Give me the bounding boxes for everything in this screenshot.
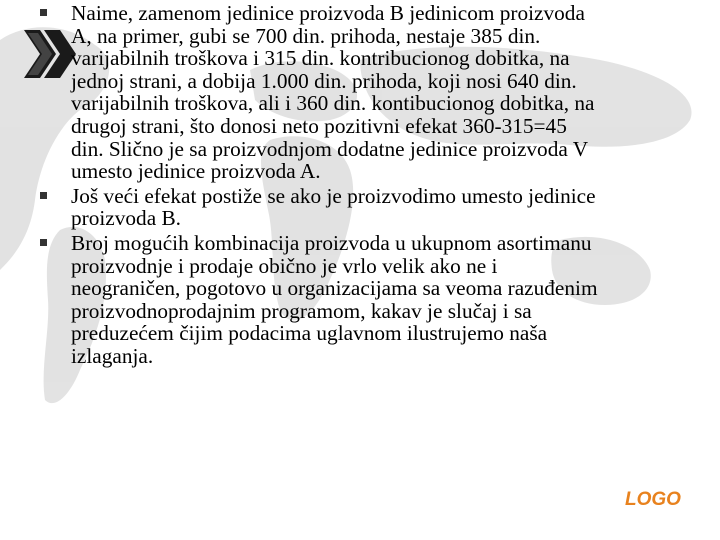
bullet-line: varijabilnih troškova, ali i 360 din. kontibucionog dobitka, na [71,91,595,116]
logo: LOGO [625,489,681,510]
bullet-line: drugoj strani, što donosi neto pozitivni efekat 360-315=45 [71,113,567,138]
bullet-item [40,185,718,230]
bullet-line: din. Slično je sa proizvodnjom dodatne jedinice proizvoda V [71,136,589,161]
bullet-line: izlaganja. [71,343,154,368]
bullet-line: preduzećem čijim podacima uglavnom ilustrujemo naša [71,321,548,346]
bullet-line: proizvodnoprodajnim programom, kakav je slučaj i sa [71,298,532,323]
bullet-line: varijabilnih troškova i 315 din. kontribucionog dobitka, na [71,46,570,71]
square-bullet-icon [40,239,47,246]
bullet-line: jednoj strani, a dobija 1.000 din. prihoda, koji nosi 640 din. [71,68,577,93]
bullet-line: neograničen, pogotovo u organizacijama sa veoma razuđenim [71,276,598,301]
bullet-line: A, na primer, gubi se 700 din. prihoda, nestaje 385 din. [71,23,541,48]
bullet-line: Naime, zamenom jedinice proizvoda B jedinicom proizvoda [71,1,585,25]
bullet-line: umesto jedinice proizvoda A. [71,159,321,184]
bullet-line: proizvodnje i prodaje obično je vrlo velik ako ne i [71,253,498,278]
bullet-line: Još veći efekat postiže se ako je proizvodimo umesto jedinice [71,183,596,208]
square-bullet-icon [40,192,47,199]
square-bullet-icon [40,9,47,16]
bullet-item [40,232,718,368]
slide-body [40,2,718,370]
bullet-line: Broj mogućih kombinacija proizvoda u ukupnom asortimanu [71,230,592,255]
bullet-item [40,2,718,183]
bullet-line: proizvoda B. [71,206,182,231]
